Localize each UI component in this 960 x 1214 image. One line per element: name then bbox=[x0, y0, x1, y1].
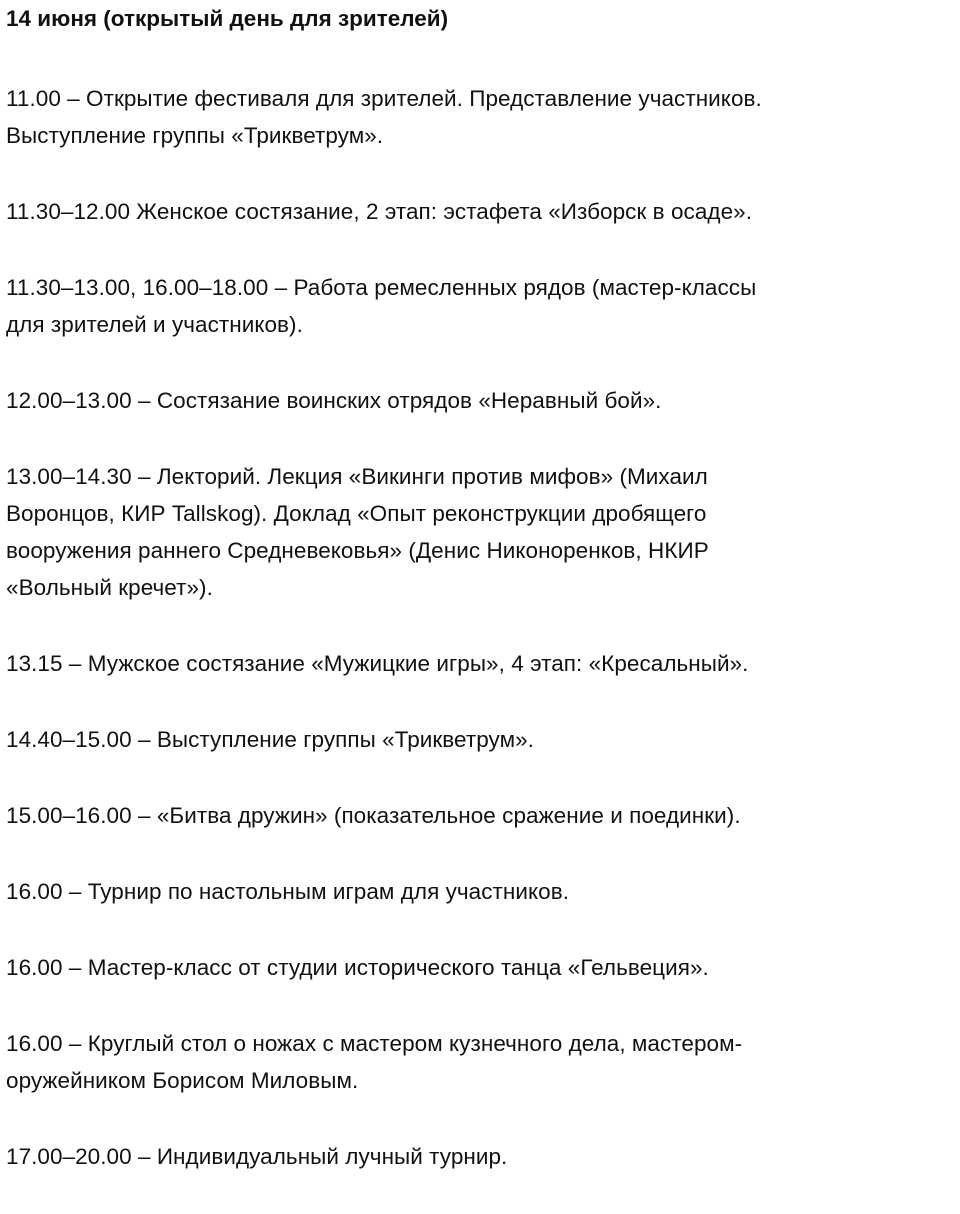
schedule-line: 12.00–13.00 – Состязание воинских отрядов «Неравный бой». bbox=[6, 388, 662, 413]
schedule-line: 14.40–15.00 – Выступление группы «Трикветрум». bbox=[6, 727, 534, 752]
schedule-line: 16.00 – Круглый стол о ножах с мастером кузнечного дела, мастером- bbox=[6, 1031, 743, 1056]
schedule-line: 16.00 – Турнир по настольным играм для участников. bbox=[6, 879, 570, 904]
schedule-line: 13.15 – Мужское состязание «Мужицкие игры», 4 этап: «Кресальный». bbox=[6, 651, 749, 676]
schedule-item bbox=[6, 193, 956, 230]
schedule-document bbox=[6, 4, 956, 1214]
schedule-item bbox=[6, 382, 956, 419]
schedule-item bbox=[6, 1138, 956, 1175]
schedule-line: «Вольный кречет»). bbox=[6, 575, 213, 600]
schedule-line: 13.00–14.30 – Лекторий. Лекция «Викинги против мифов» (Михаил bbox=[6, 464, 708, 489]
schedule-item bbox=[6, 797, 956, 834]
schedule-item bbox=[6, 949, 956, 986]
schedule-line: для зрителей и участников). bbox=[6, 312, 303, 337]
schedule-line: 11.30–12.00 Женское состязание, 2 этап: эстафета «Изборск в осаде». bbox=[6, 199, 753, 224]
schedule-item bbox=[6, 873, 956, 910]
schedule-heading: 14 июня (открытый день для зрителей) bbox=[6, 6, 449, 31]
schedule-line: вооружения раннего Средневековья» (Денис Никоноренков, НКИР bbox=[6, 538, 709, 563]
schedule-item bbox=[6, 1025, 956, 1099]
schedule-line: Выступление группы «Трикветрум». bbox=[6, 123, 384, 148]
schedule-item bbox=[6, 721, 956, 758]
schedule-line: оружейником Борисом Миловым. bbox=[6, 1068, 359, 1093]
schedule-line: Воронцов, КИР Tallskog). Доклад «Опыт реконструкции дробящего bbox=[6, 501, 707, 526]
schedule-item bbox=[6, 645, 956, 682]
schedule-item bbox=[6, 458, 956, 606]
schedule-line: 15.00–16.00 – «Битва дружин» (показательное сражение и поединки). bbox=[6, 803, 741, 828]
schedule-item bbox=[6, 80, 956, 154]
schedule-line: 16.00 – Мастер-класс от студии исторического танца «Гельвеция». bbox=[6, 955, 709, 980]
schedule-line: 17.00–20.00 – Индивидуальный лучный турнир. bbox=[6, 1144, 508, 1169]
schedule-line: 11.00 – Открытие фестиваля для зрителей. Представление участников. bbox=[6, 86, 762, 111]
schedule-item bbox=[6, 269, 956, 343]
schedule-line: 11.30–13.00, 16.00–18.00 – Работа ремесленных рядов (мастер-классы bbox=[6, 275, 757, 300]
